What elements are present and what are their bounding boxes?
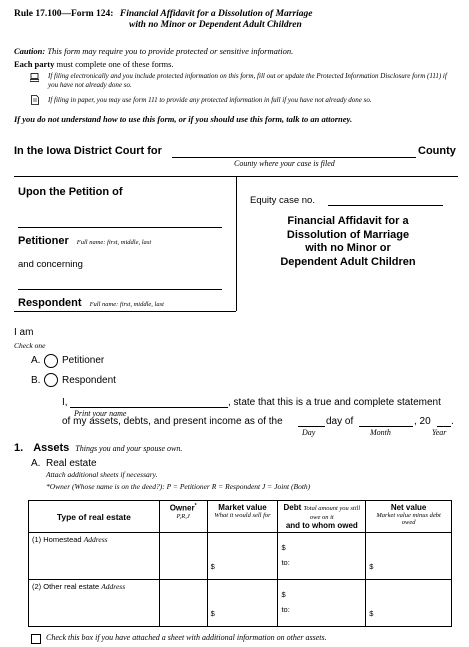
respondent-hint: Full name: first, middle, last (89, 301, 164, 308)
additional-assets-label: Check this box if you have attached a sheet with additional information on other assets. (46, 633, 327, 642)
form-header (14, 9, 313, 20)
caution-label: Caution: (14, 46, 46, 56)
each-party-line (14, 59, 174, 69)
debt-cell[interactable] (278, 533, 366, 580)
table-row (29, 580, 452, 627)
type-header: Type of real estate (29, 501, 160, 533)
debt-header: Debt Total amount you still owe on it and to whom owed (278, 501, 366, 533)
concerning-label: and concerning (18, 259, 83, 270)
additional-assets-checkbox[interactable] (31, 634, 41, 644)
form-title-line1: Financial Affidavit for a Dissolution of Marriage (119, 9, 313, 19)
market-value-header: Market value What it would sell for (207, 501, 278, 533)
dollar-sign: $ (369, 609, 374, 618)
real-estate-title: Real estate (46, 458, 97, 469)
each-party-text: must complete one of these forms. (56, 59, 174, 69)
section-title: Assets (33, 442, 70, 454)
respondent-label-row (18, 293, 164, 311)
form-title-block (243, 215, 453, 269)
caption-bottom-rule (14, 311, 236, 312)
month-field[interactable] (359, 426, 413, 427)
dollar-sign: $ (281, 543, 286, 552)
day-hint: Day (302, 428, 316, 437)
statement-i: I, (62, 397, 68, 408)
your-name-field[interactable] (70, 407, 228, 408)
respondent-option-label: Respondent (62, 375, 116, 386)
other-real-estate-cell[interactable] (29, 580, 160, 627)
computer-icon (30, 73, 39, 82)
net-value-cell[interactable] (366, 580, 452, 627)
statement-line2: of my assets, debts, and present income as of the (62, 416, 283, 427)
table-header-row (29, 501, 452, 533)
upon-petition-label: Upon the Petition of (18, 186, 123, 198)
paper-document-icon (31, 95, 39, 105)
section-hint: Things you and your spouse own. (75, 444, 183, 453)
dollar-sign: $ (369, 562, 374, 571)
section-assets-heading (14, 438, 182, 456)
equity-case-field[interactable] (328, 205, 443, 206)
option-a-letter: A. (31, 355, 41, 366)
county-hint: County where your case is filed (234, 159, 335, 168)
caution-text: This form may require you to provide protected or sensitive information. (47, 46, 294, 56)
net-value-cell[interactable] (366, 533, 452, 580)
year-prefix: , 20 (414, 416, 431, 427)
attach-sheets-hint: Attach additional sheets if necessary. (46, 470, 158, 479)
form-title-text: with no Minor or (305, 242, 391, 254)
county-field[interactable] (172, 157, 416, 158)
debt-cell[interactable] (278, 580, 366, 627)
address-hint: Address (101, 582, 126, 591)
court-suffix: County (418, 145, 456, 157)
each-party-label: Each party (14, 59, 55, 69)
owner-cell[interactable] (159, 580, 207, 627)
option-b-letter: B. (31, 375, 41, 386)
owner-header: Owner* P,R,J (159, 501, 207, 533)
rule-number: Rule 17.100—Form 124: (14, 9, 114, 19)
net-value-header: Net value Market value minus debt owed (366, 501, 452, 533)
petitioner-label-row (18, 231, 151, 249)
owner-cell[interactable] (159, 533, 207, 580)
dollar-sign: $ (281, 590, 286, 599)
section-number: 1. (14, 442, 24, 454)
equity-case-label: Equity case no. (250, 195, 315, 206)
form-title-text: Financial Affidavit for a (287, 215, 409, 227)
petitioner-label: Petitioner (18, 235, 69, 247)
to-label: to: (281, 558, 290, 567)
petitioner-hint: Full name: first, middle, last (76, 239, 152, 246)
statement-text: , state that this is a true and complete statement (228, 397, 441, 408)
address-hint: Address (83, 535, 108, 544)
i-am-label: I am (14, 327, 34, 338)
month-hint: Month (370, 428, 391, 437)
respondent-radio[interactable] (44, 373, 58, 387)
to-label: to: (281, 605, 290, 614)
petitioner-radio[interactable] (44, 354, 58, 368)
caption-divider (236, 176, 237, 311)
statement-period: . (451, 416, 454, 427)
electronic-filing-note: If filing electronically and you include protected information on this form, fill out or update the Protected Information Disclosure form (111) if you have not already done so. (48, 72, 447, 89)
year-field[interactable] (437, 426, 451, 427)
caution-line (14, 46, 293, 56)
attorney-warning: If you do not understand how to use this form, or if you should use this form, talk to an attorney. (14, 114, 353, 124)
year-hint: Year (432, 428, 447, 437)
respondent-label: Respondent (18, 297, 82, 309)
form-title-text: Dissolution of Marriage (286, 228, 410, 241)
owner-legend: *Owner (Whose name is on the deed?): P = Petitioner R = Respondent J = Joint (Both) (46, 482, 311, 491)
form-title-line2: with no Minor or Dependent Adult Children (129, 20, 302, 30)
homestead-cell[interactable] (29, 533, 160, 580)
court-prefix: In the Iowa District Court for (14, 145, 162, 157)
check-one-hint: Check one (14, 341, 46, 350)
row-label: (1) Homestead (32, 535, 82, 544)
row-label: (2) Other real estate (32, 582, 100, 591)
dollar-sign: $ (210, 562, 215, 571)
petitioner-option-label: Petitioner (62, 355, 105, 366)
real-estate-table (28, 500, 452, 627)
table-row (29, 533, 452, 580)
real-estate-letter: A. (31, 458, 41, 469)
form-title-text: Dependent Adult Children (280, 255, 416, 268)
day-field[interactable] (298, 426, 325, 427)
petitioner-name-field[interactable] (18, 227, 222, 228)
print-name-hint: Print your name (74, 409, 127, 418)
market-value-cell[interactable] (207, 580, 278, 627)
paper-filing-note: If filing in paper, you may use form 111 to provide any protected information in full if you have not already done so. (48, 96, 372, 104)
market-value-cell[interactable] (207, 533, 278, 580)
day-of-text: day of (326, 416, 354, 427)
dollar-sign: $ (210, 609, 215, 618)
respondent-name-field[interactable] (18, 289, 222, 290)
